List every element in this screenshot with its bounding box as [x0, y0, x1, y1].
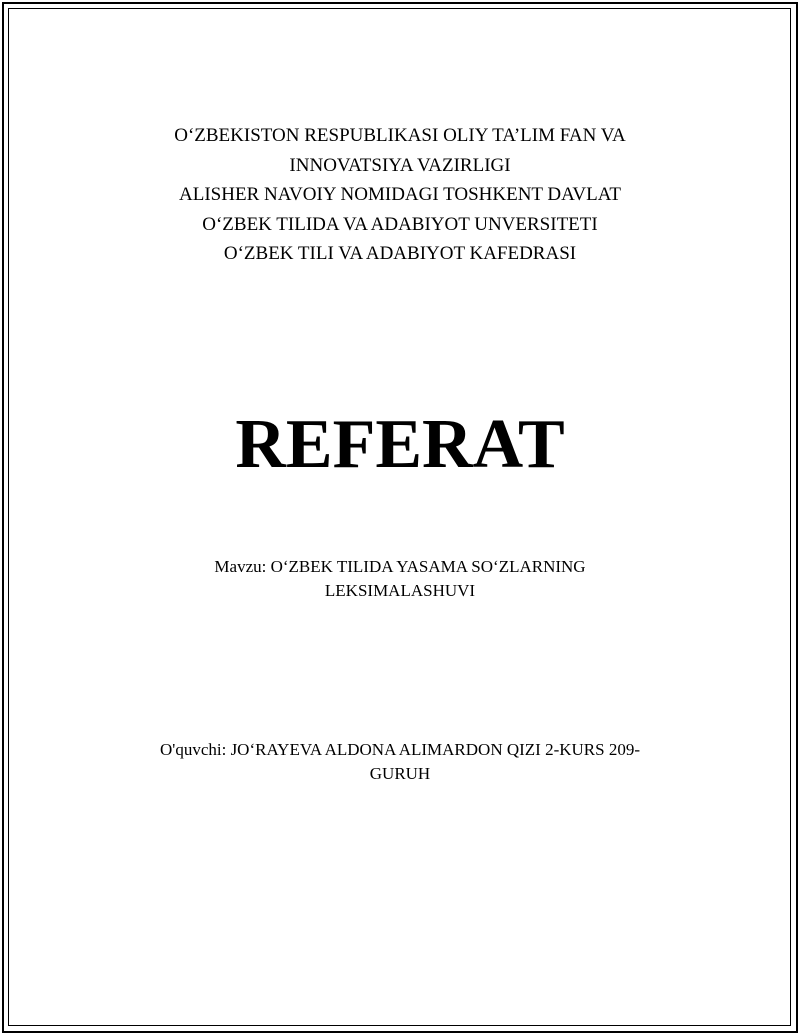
header-line: INNOVATSIYA VAZIRLIGI [289, 154, 511, 176]
topic-line: LEKSIMALASHUVI [324, 581, 476, 600]
student-line: O'quvchi: JO‘RAYEVA ALDONA ALIMARDON QIZI 2-KURS 209- [159, 740, 641, 759]
student-line: GURUH [369, 764, 431, 783]
document-title: REFERAT [235, 406, 565, 483]
student-block [0, 738, 800, 786]
header-line: O‘ZBEKISTON RESPUBLIKASI OLIY TA’LIM FAN VA [174, 125, 626, 146]
topic-block [0, 555, 800, 603]
header-line: ALISHER NAVOIY NOMIDAGI TOSHKENT DAVLAT [179, 184, 621, 205]
header-line: O‘ZBEK TILIDA VA ADABIYOT UNVERSITETI [202, 213, 598, 235]
header-line: O‘ZBEK TILI VA ADABIYOT KAFEDRASI [223, 243, 577, 264]
topic-line: Mavzu: O‘ZBEK TILIDA YASAMA SO‘ZLARNING [214, 557, 586, 576]
institution-header [0, 121, 800, 269]
